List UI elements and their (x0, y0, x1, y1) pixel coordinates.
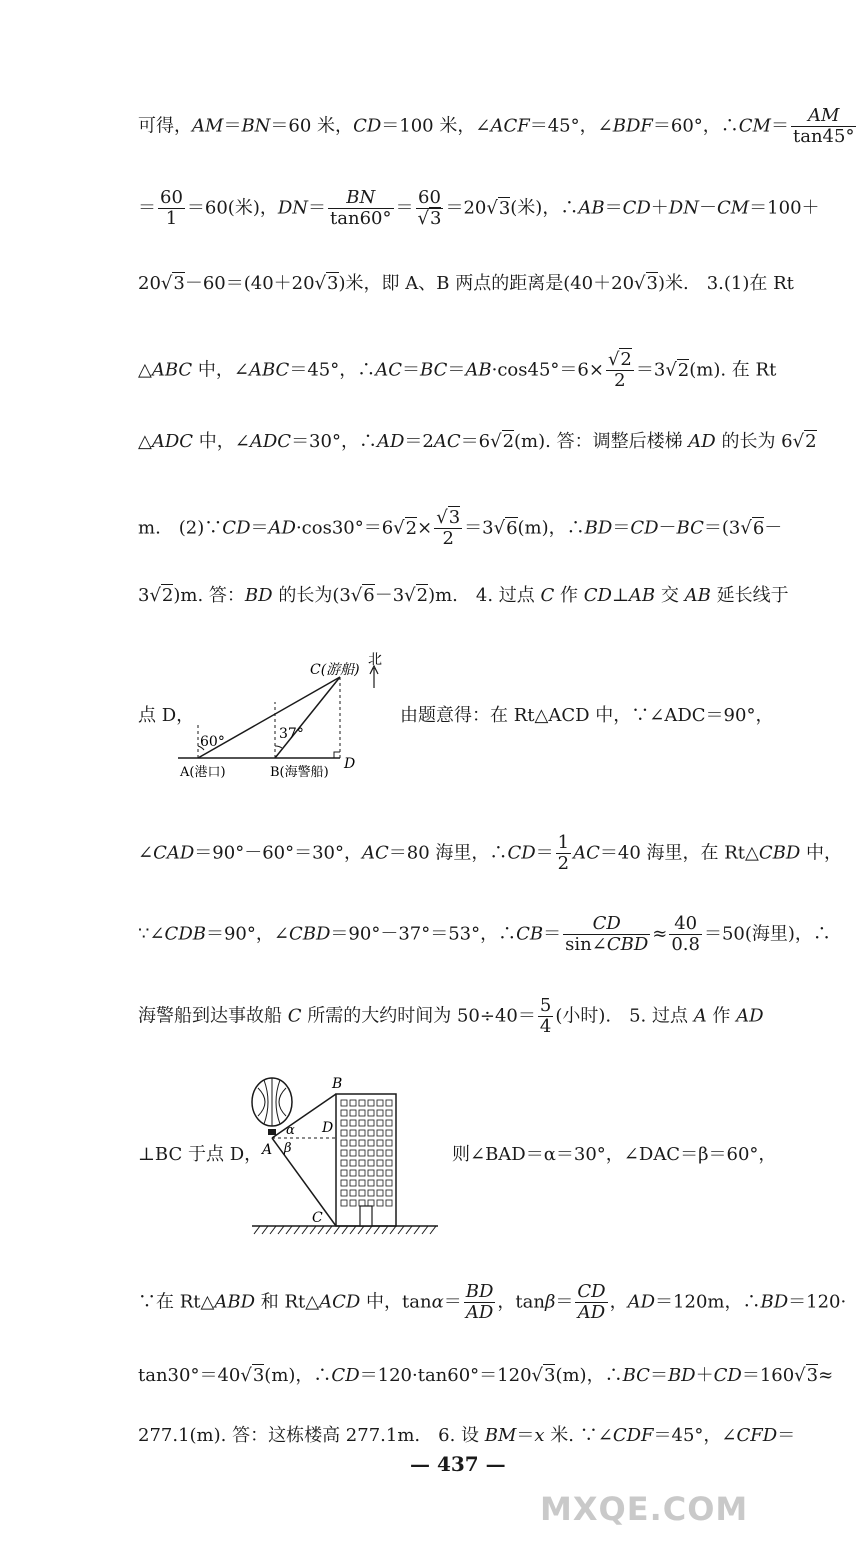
ground-hatching (254, 1226, 436, 1234)
fig2-label-b: B (332, 1076, 343, 1092)
text-line-9: ∠CAD＝90°－60°＝30°，AC＝80 海里，∴CD＝ $\frac{1}{2}$ AC＝40 海里，在 Rt△CBD 中， (138, 832, 843, 874)
text-line-3: 20√3－60＝(40＋20√3)米，即 A、B 两点的距离是(40＋20√3)米. 3.(1)在 Rt (138, 273, 794, 294)
fig2-label-alpha: α (286, 1123, 295, 1138)
fig1-label-north: 北 (368, 652, 382, 668)
watermark-logo: MXQE.COM (540, 1490, 749, 1528)
figure-ships-diagram (178, 650, 388, 785)
text-line-12-right: 则∠BAD＝α＝30°，∠DAC＝β＝60°， (452, 1144, 777, 1165)
text-line-1: 可得，AM＝BN＝60 米，CD＝100 米，∠ACF＝45°，∠BDF＝60°，∴CM＝ $\frac{AM}{\tan 45^\circ}$ (138, 105, 855, 147)
fig1-angle-b: 37° (279, 726, 304, 742)
page-number: — 437 — (410, 1452, 506, 1476)
text-line-2: ＝ $\frac{60}{1}$ ＝60(米)，DN＝ $\frac{BN}{\tan 60^\circ}$ ＝ $\frac{60}{√3}$ ＝20√3(米)，∴AB＝CD＋DN－CM＝100＋ (138, 187, 820, 229)
text-line-14: tan30°＝40√3(m)，∴CD＝120·tan60°＝120√3(m)，∴BC＝BD＋CD＝160√3≈ (138, 1365, 834, 1386)
figure-balloon-building (248, 1072, 448, 1240)
text-line-8: 点 D， (138, 705, 195, 726)
text-line-7: 3√2)m. 答：BD 的长为(3√6－3√2)m. 4. 过点 C 作 CD⊥AB 交 AB 延长线于 (138, 585, 789, 606)
text-line-15: 277.1(m). 答：这栋楼高 277.1m. 6. 设 BM＝x 米. ∵∠CDF＝45°，∠CFD＝ (138, 1425, 796, 1446)
fig1-label-d: D (344, 756, 356, 772)
fig2-label-d: D (322, 1120, 334, 1136)
fig1-label-c: C(游船) (310, 662, 360, 678)
text-line-13: ∵在 Rt△ABD 和 Rt△ACD 中，tanα＝ $\frac{BD}{AD}$ ，tanβ＝ $\frac{CD}{AD}$ ，AD＝120m，∴BD＝120· (138, 1281, 847, 1323)
text-line-10: ∵∠CDB＝90°，∠CBD＝90°－37°＝53°，∴CB＝ $\frac{CD}{\text{sin∠CBD}}$ ≈ $\frac{40}{0.8}$ ＝50(海里)，∴ (138, 913, 831, 955)
text-line-4: △ABC 中，∠ABC＝45°，∴AC＝BC＝AB·cos45°＝6× $\frac{√2}{2}$ ＝3√2(m). 在 Rt (138, 349, 777, 391)
fig1-angle-a: 60° (200, 734, 225, 750)
text-line-12: ⊥BC 于点 D， (138, 1144, 263, 1165)
fig2-label-beta: β (284, 1141, 292, 1156)
fig1-label-a: A(港口) (180, 765, 226, 780)
text-line-11: 海警船到达事故船 C 所需的大约时间为 50÷40＝ $\frac{5}{4}$ (小时). 5. 过点 A 作 AD (138, 995, 764, 1037)
fig2-label-c: C (312, 1210, 323, 1226)
fig2-label-a: A (262, 1142, 273, 1158)
fig1-label-b: B(海警船) (270, 765, 329, 780)
text-line-6: m. (2)∵CD＝AD·cos30°＝6√2× $\frac{√3}{2}$ ＝3√6(m)，∴BD＝CD－BC＝(3√6－ (138, 507, 783, 549)
text-line-5: △ADC 中，∠ADC＝30°，∴AD＝2AC＝6√2(m). 答：调整后楼梯 AD 的长为 6√2 (138, 431, 817, 452)
text-line-8-right: 由题意得：在 Rt△ACD 中，∵∠ADC＝90°， (400, 705, 774, 726)
